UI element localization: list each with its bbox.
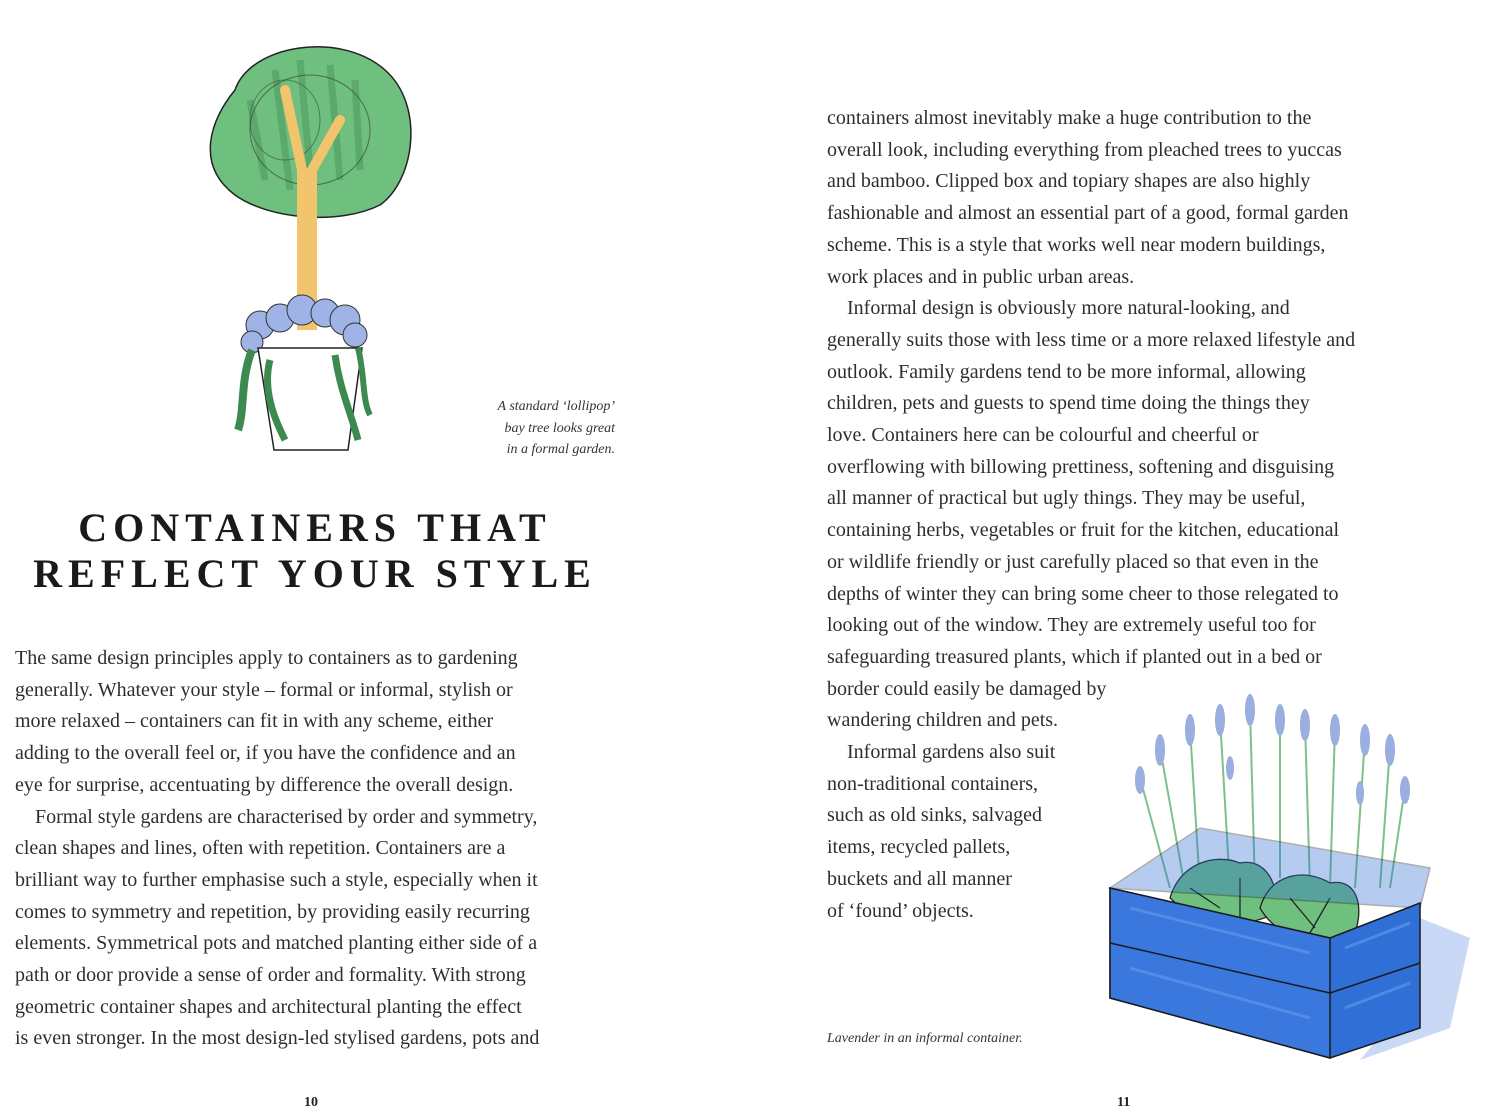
text-line: and bamboo. Clipped box and topiary shapes are also highly xyxy=(827,170,1311,193)
text-line: generally suits those with less time or a more relaxed lifestyle and xyxy=(827,328,1356,351)
text-line: all manner of practical but ugly things. They may be useful, xyxy=(827,487,1306,510)
text-line: The same design principles apply to containers as to gardening xyxy=(15,647,518,669)
caption-line: bay tree looks great xyxy=(504,420,615,436)
page-number: 11 xyxy=(1117,1095,1131,1110)
text-line: Informal design is obviously more natural-looking, and xyxy=(847,297,1290,320)
text-line: comes to symmetry and repetition, by providing easily recurring xyxy=(15,900,530,923)
left-body-text xyxy=(15,643,539,1055)
caption-line: A standard ‘lollipop’ xyxy=(497,399,615,414)
text-line: scheme. This is a style that works well near modern buildings, xyxy=(827,233,1326,256)
text-line: outlook. Family gardens tend to be more informal, allowing xyxy=(827,360,1306,383)
heading-line: REFLECT YOUR STYLE xyxy=(33,551,597,596)
text-line: children, pets and guests to spend time doing the things they xyxy=(827,392,1310,415)
chapter-heading xyxy=(0,505,630,597)
text-line: overall look, including everything from pleached trees to yuccas xyxy=(827,138,1342,161)
text-line: of ‘found’ objects. xyxy=(827,899,974,922)
text-line: eye for surprise, accentuating by difference the overall design. xyxy=(15,773,514,796)
text-line: overflowing with billowing prettiness, softening and disguising xyxy=(827,455,1335,478)
text-line: clean shapes and lines, often with repetition. Containers are a xyxy=(15,837,506,860)
text-line: non-traditional containers, xyxy=(827,772,1039,795)
text-line: looking out of the window. They are extremely useful too for xyxy=(827,614,1316,637)
text-line: generally. Whatever your style – formal or informal, stylish or xyxy=(15,678,513,701)
tree-caption xyxy=(455,396,615,461)
text-line: Informal gardens also suit xyxy=(847,741,1056,764)
text-line: work places and in public urban areas. xyxy=(827,265,1135,288)
crate-caption: Lavender in an informal container. xyxy=(827,1031,1023,1046)
text-line: Formal style gardens are characterised by order and symmetry, xyxy=(35,805,538,828)
text-line: depths of winter they can bring some cheer to those relegated to xyxy=(827,582,1339,605)
text-line: adding to the overall feel or, if you have the confidence and an xyxy=(15,742,516,765)
text-line: love. Containers here can be colourful and cheerful or xyxy=(827,424,1259,447)
lavender-crate-illustration xyxy=(1090,688,1470,1063)
text-line: is even stronger. In the most design-led stylised gardens, pots and xyxy=(15,1027,540,1050)
text-line: such as old sinks, salvaged xyxy=(827,804,1042,827)
text-line: containers almost inevitably make a huge contribution to the xyxy=(827,107,1312,129)
lollipop-bay-tree-illustration xyxy=(190,30,430,460)
right-page xyxy=(750,0,1500,1120)
text-line: path or door provide a sense of order and formality. With strong xyxy=(15,964,526,987)
page-number: 10 xyxy=(304,1095,318,1110)
text-line: wandering children and pets. xyxy=(827,709,1059,732)
text-line: containing herbs, vegetables or fruit for the kitchen, educational xyxy=(827,519,1340,542)
text-line: geometric container shapes and architectural planting the effect xyxy=(15,995,522,1018)
text-line: or wildlife friendly or just carefully placed so that even in the xyxy=(827,550,1319,573)
text-line: more relaxed – containers can fit in with any scheme, either xyxy=(15,710,494,733)
text-line: border could easily be damaged by xyxy=(827,677,1107,700)
text-line: elements. Symmetrical pots and matched planting either side of a xyxy=(15,932,538,955)
text-line: safeguarding treasured plants, which if planted out in a bed or xyxy=(827,645,1322,668)
text-line: brilliant way to further emphasise such a style, especially when it xyxy=(15,868,538,891)
text-line: items, recycled pallets, xyxy=(827,836,1011,859)
heading-line: CONTAINERS THAT xyxy=(78,505,552,550)
caption-line: in a formal garden. xyxy=(506,442,615,457)
text-line: fashionable and almost an essential part of a good, formal garden xyxy=(827,202,1349,225)
text-line: buckets and all manner xyxy=(827,867,1012,890)
